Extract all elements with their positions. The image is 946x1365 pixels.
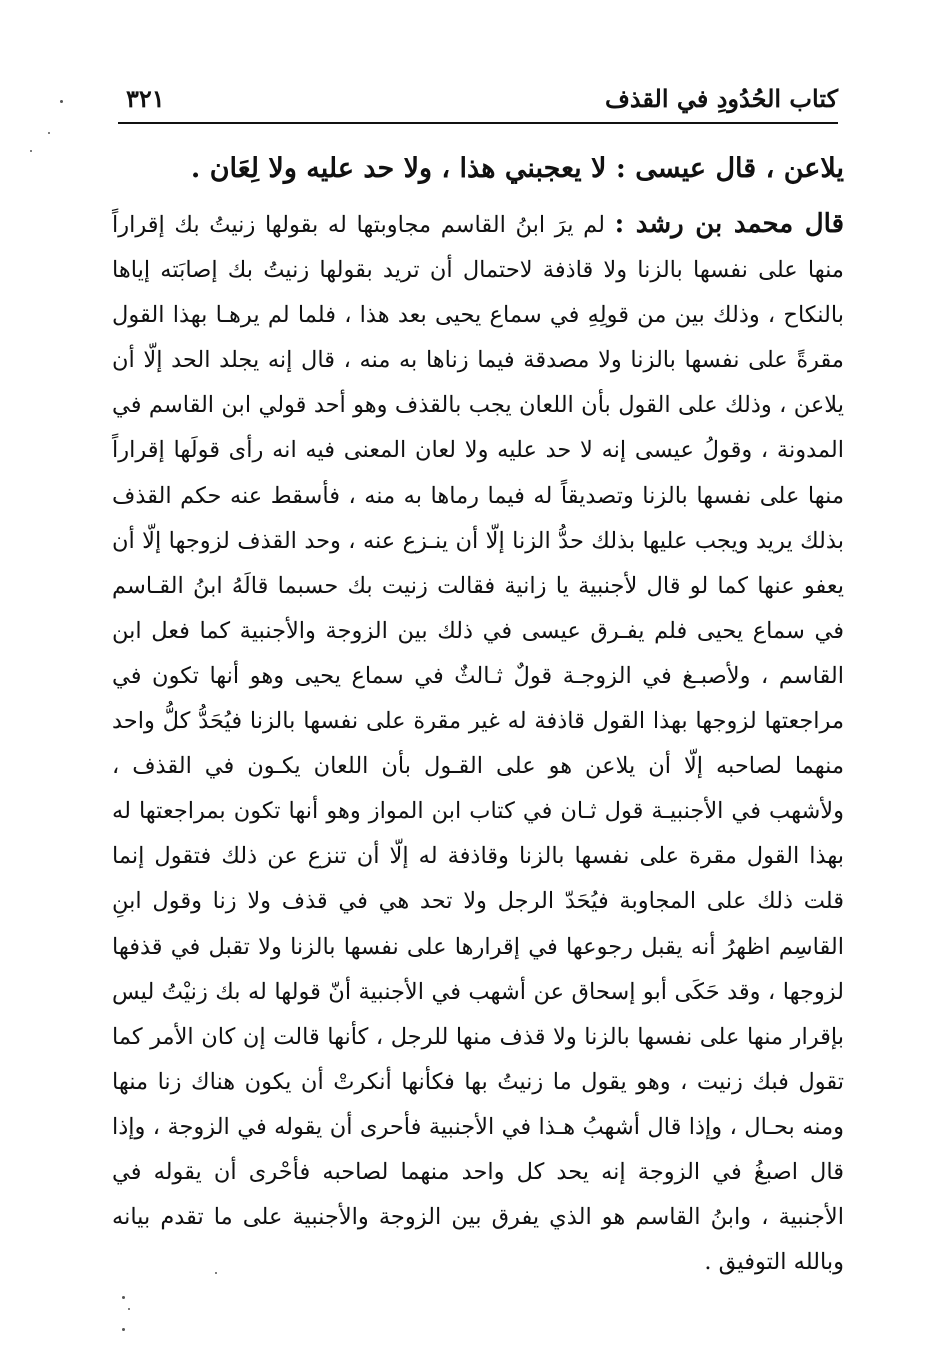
- header-rule: [118, 122, 838, 124]
- body-text: [112, 146, 844, 1285]
- page-number: ٣٢١: [126, 84, 165, 113]
- scan-speck: [30, 150, 32, 152]
- commentary-text: لم يرَ ابنُ القاسم مجاوبتها له بقولها زنيتُ بك إقراراً منها على نفسها بالزنا ولا قاذفة لاحتمال أن تريد بقولها زنيتُ بك إصابَته إياها بالنكاح ، وذلك بين من قولِهِ في سماع يحيى بعد هذا ، فلما لم يرهـا بهذا القول مقرةً على نفسها بالزنا ولا مصدقة فيما زناها به منه ، قال إنه يجلد الحد إلّا أن يلاعن ، وذلك على القول بأن اللعان يجب بالقذف وهو أحد قولي ابن القاسم في المدونة ، وقولُ عيسى إنه لا حد عليه ولا لعان المعنى فيه انه رأى قولَها إقراراً منها على نفسها بالزنا وتصديقاً له فيما رماها به منه ، فأسقط عنه حكم القذف بذلك يريد ويجب عليها بذلك حدُّ الزنا إلّا أن ينـزع عنه ، وحد القذف لزوجها إلّا أن يعفو عنها كما لو قال لأجنبية يا زانية فقالت زنيت بك حسبما قالَهُ ابنُ القـاسم في سماع يحيى فلم يفـرق عيسى في ذلك بين الزوجة والأجنبية كما فعل ابن القاسم ، ولأصبـغ في الزوجـة قولٌ ثـالثٌ في سماع يحيى وهو أنها تكون في مراجعتها لزوجها بهذا القول قاذفة له غير مقرة على نفسها بالزنا فيُحَدُّ كلُّ واحد منهما لصاحبه إلّا أن يلاعن هو على القـول بأن اللعان يكـون في القذف ، ولأشهب في الأجنبيـة قول ثـان في كتاب ابن المواز وهو أنها تكون بمراجعتها له بهذا القول مقرة على نفسها بالزنا وقاذفة له إلّا أن تنزع عن ذلك فتقول إنما قلت ذلك على المجاوبة فيُحَدّ الرجل ولا تحد هي في قذف ولا زنا وقول ابنِ القاسِم اظهرُ أنه يقبل رجوعها في إقرارها على نفسها بالزنا ولا تقبل في قذفها لزوجها ، وقد حَكَى أبو إسحاق عن أشهب في الأجنبية أنّ قولها له بك زنيْتُ ليس بإقرار منها على نفسها بالزنا ولا قذف منها للرجل ، كأنها قالت إن كان الأمر كما تقول فبك زنيت ، وهو يقول ما زنيتُ بها فكأنها أنكرتْ أن يكون هناك زنا منها ومنه بحـال ، وإذا قال أشهبُ هـذا في الأجنبية فأحرى أن يقوله في الزوجة ، وإذا قال اصبغُ في الزوجة إنه يحد كل واحد منهما لصاحبه فأحْرى أن يقوله في الأجنبية ، وابنُ القاسم هو الذي يفرق بين الزوجة والأجنبية على ما تقدم بيانه وبالله التوفيق .: [112, 212, 844, 1276]
- scan-speck: [60, 100, 63, 103]
- scan-speck: [48, 132, 50, 134]
- scan-speck: [215, 1272, 217, 1274]
- scan-speck: [122, 1296, 125, 1299]
- scan-speck: [122, 1328, 125, 1331]
- speaker-label: قال محمد بن رشد :: [614, 209, 844, 239]
- running-title: كتاب الحُدُودِ في القذف: [604, 84, 838, 113]
- page-header: [118, 78, 838, 124]
- opening-paragraph: يلاعن ، قال عيسى : لا يعجبني هذا ، ولا حد عليه ولا لِعَان .: [190, 153, 844, 184]
- scan-speck: [128, 1308, 130, 1310]
- commentary-paragraph: [112, 202, 844, 1285]
